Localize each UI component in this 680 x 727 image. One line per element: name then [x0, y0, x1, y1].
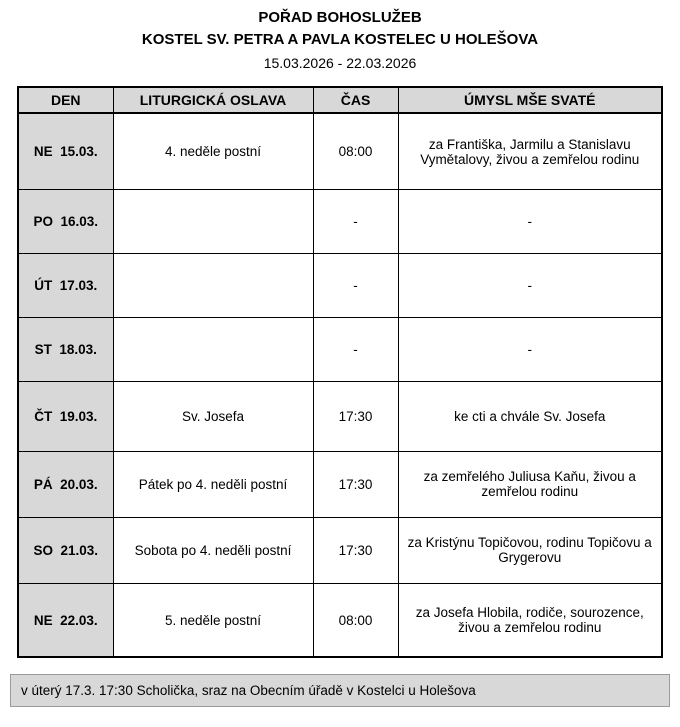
- col-header-time: ČAS: [313, 87, 398, 113]
- table-row: [18, 451, 662, 517]
- table-row: [18, 317, 662, 381]
- liturgy-cell: Sobota po 4. neděli postní: [113, 517, 313, 583]
- time-cell: -: [313, 189, 398, 253]
- table-row: [18, 381, 662, 451]
- intention-cell: za Josefa Hlobila, rodiče, sourozence, živou a zemřelou rodinu: [398, 583, 662, 657]
- page-title: POŘAD BOHOSLUŽEB: [258, 9, 422, 26]
- intention-cell: za zemřelého Juliusa Kaňu, živou a zemřelou rodinu: [398, 451, 662, 517]
- intention-cell: -: [398, 317, 662, 381]
- liturgy-cell: 4. neděle postní: [113, 113, 313, 189]
- liturgy-cell: Sv. Josefa: [113, 381, 313, 451]
- footer-note: v úterý 17.3. 17:30 Scholička, sraz na Obecním úřadě v Kostelci u Holešova: [10, 674, 670, 707]
- day-cell: ČT 19.03.: [18, 381, 113, 451]
- day-cell: NE 22.03.: [18, 583, 113, 657]
- day-cell: ST 18.03.: [18, 317, 113, 381]
- day-cell: ÚT 17.03.: [18, 253, 113, 317]
- intention-cell: za Kristýnu Topičovou, rodinu Topičovu a Grygerovu: [398, 517, 662, 583]
- schedule-table: [17, 86, 663, 658]
- day-cell: NE 15.03.: [18, 113, 113, 189]
- liturgy-cell: [113, 317, 313, 381]
- table-row: [18, 189, 662, 253]
- liturgy-cell: [113, 253, 313, 317]
- document-header: [0, 8, 680, 72]
- intention-cell: -: [398, 253, 662, 317]
- intention-cell: za Františka, Jarmilu a Stanislavu Vymětalovy, živou a zemřelou rodinu: [398, 113, 662, 189]
- intention-cell: -: [398, 189, 662, 253]
- table-row: [18, 113, 662, 189]
- time-cell: 17:30: [313, 517, 398, 583]
- liturgy-cell: 5. neděle postní: [113, 583, 313, 657]
- col-header-den: DEN: [18, 87, 113, 113]
- time-cell: 08:00: [313, 113, 398, 189]
- liturgy-cell: [113, 189, 313, 253]
- time-cell: -: [313, 253, 398, 317]
- day-cell: PO 16.03.: [18, 189, 113, 253]
- table-header-row: [18, 87, 662, 113]
- liturgy-cell: Pátek po 4. neděli postní: [113, 451, 313, 517]
- time-cell: -: [313, 317, 398, 381]
- date-range: 15.03.2026 - 22.03.2026: [263, 54, 417, 71]
- day-cell: SO 21.03.: [18, 517, 113, 583]
- table-row: [18, 583, 662, 657]
- church-name: KOSTEL SV. PETRA A PAVLA KOSTELEC U HOLEŠOVA: [141, 31, 539, 49]
- day-cell: PÁ 20.03.: [18, 451, 113, 517]
- table-row: [18, 253, 662, 317]
- intention-cell: ke cti a chvále Sv. Josefa: [398, 381, 662, 451]
- time-cell: 08:00: [313, 583, 398, 657]
- time-cell: 17:30: [313, 381, 398, 451]
- col-header-intention: ÚMYSL MŠE SVATÉ: [398, 87, 662, 113]
- table-row: [18, 517, 662, 583]
- time-cell: 17:30: [313, 451, 398, 517]
- col-header-liturgy: LITURGICKÁ OSLAVA: [113, 87, 313, 113]
